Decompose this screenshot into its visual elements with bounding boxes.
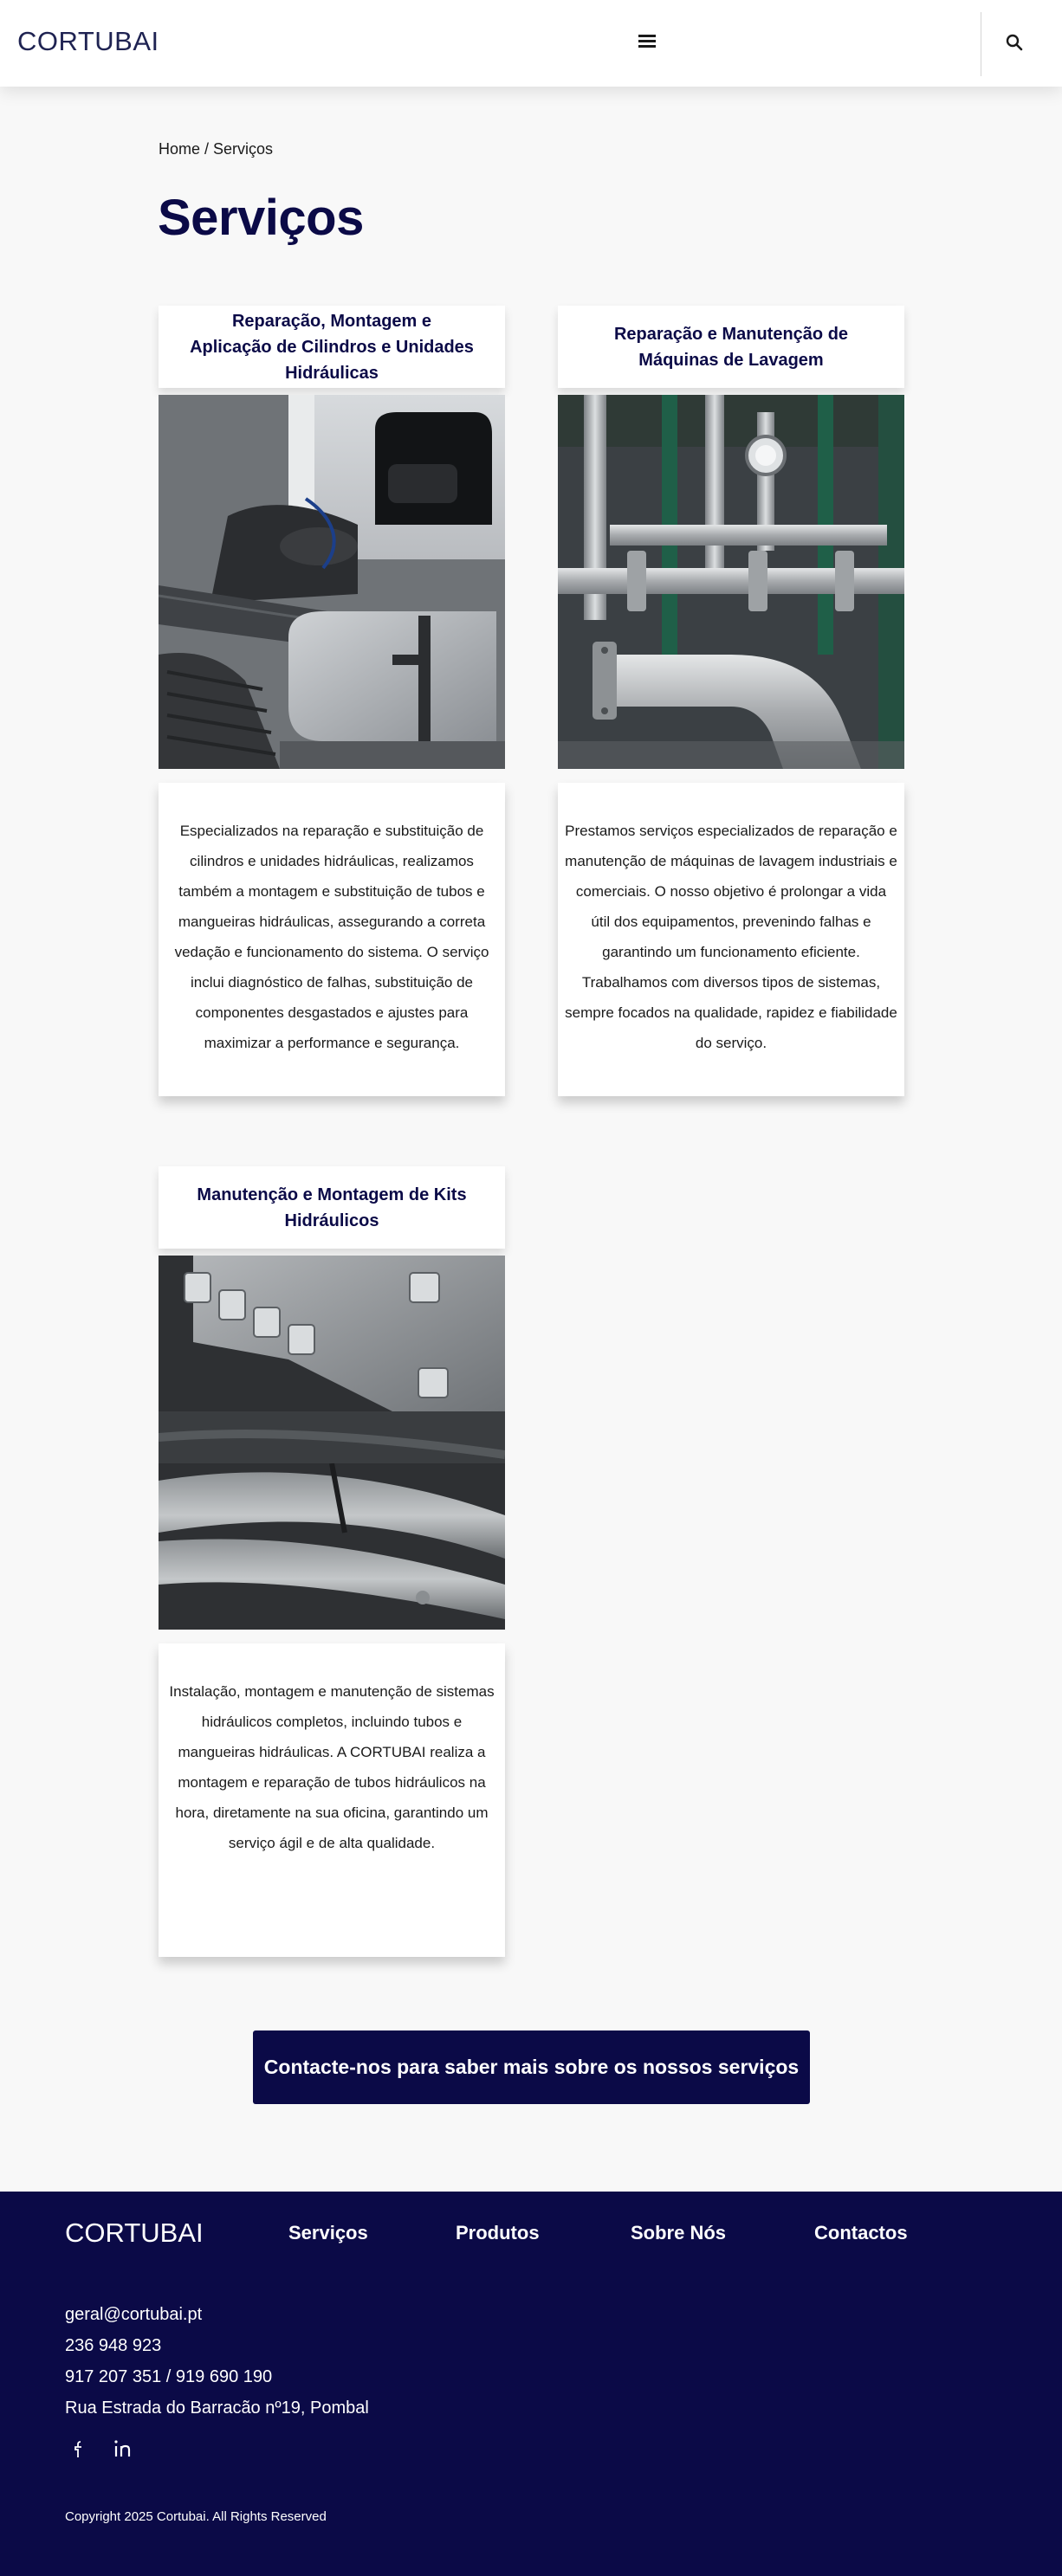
footer-nav-servicos[interactable]: Serviços bbox=[288, 2222, 368, 2244]
contact-cta-button[interactable]: Contacte-nos para saber mais sobre os nossos serviços bbox=[253, 2030, 810, 2104]
card-body bbox=[159, 1643, 505, 1957]
footer-logo[interactable]: CORTUBAI bbox=[65, 2218, 204, 2248]
site-header bbox=[0, 0, 1062, 87]
truck-hydraulic-chassis-photo bbox=[159, 395, 505, 769]
footer-email[interactable]: geral@cortubai.pt bbox=[65, 2305, 203, 2324]
facebook-icon[interactable] bbox=[66, 2436, 92, 2462]
card-title: Reparação e Manutenção de Máquinas de Lavagem bbox=[613, 324, 849, 370]
industrial-pipes-photo bbox=[558, 395, 904, 769]
copyright-text: Copyright 2025 Cortubai. All Rights Reserved bbox=[65, 2509, 327, 2524]
page-title: Serviços bbox=[158, 190, 364, 246]
card-description: Prestamos serviços especializados de reparação e manutenção de máquinas de lavagem industriais e comerciais. O nosso objetivo é prolongar a vida útil dos equipamentos, prevenindo falhas e garantindo um funcionamento eficiente. Trabalhamos com diversos tipos de sistemas, sempre focados na qualidade, rapidez e fiabilidade do serviço. bbox=[565, 823, 897, 1051]
breadcrumb-current: Serviços bbox=[213, 140, 274, 158]
site-footer bbox=[0, 2192, 1062, 2576]
site-logo[interactable]: CORTUBAI bbox=[17, 26, 159, 56]
linkedin-icon[interactable] bbox=[111, 2436, 137, 2462]
card-title: Manutenção e Montagem de Kits Hidráulicos bbox=[197, 1185, 467, 1230]
card-description: Especializados na reparação e substituição de cilindros e unidades hidráulicas, realizamos também a montagem e substituição de tubos e mangueiras hidráulicas, assegurando a correta vedação e funcionamento do sistema. O serviço inclui diagnóstico de falhas, substituição de componentes desgastados e ajustes para maximizar a performance e segurança. bbox=[174, 823, 489, 1051]
footer-nav-sobre-nos[interactable]: Sobre Nós bbox=[631, 2222, 727, 2244]
card-header bbox=[159, 1166, 505, 1249]
breadcrumb bbox=[159, 140, 273, 158]
breadcrumb-separator: / bbox=[200, 140, 214, 158]
search-icon[interactable] bbox=[1005, 33, 1024, 52]
card-header bbox=[159, 306, 505, 388]
footer-contact-info bbox=[65, 2299, 369, 2424]
card-body bbox=[558, 783, 904, 1096]
card-header bbox=[558, 306, 904, 388]
card-title: Reparação, Montagem e Aplicação de Cilindros e Unidades Hidráulicas bbox=[190, 311, 474, 383]
footer-nav-contactos[interactable]: Contactos bbox=[814, 2222, 908, 2244]
breadcrumb-home-link[interactable]: Home bbox=[159, 140, 201, 158]
card-body bbox=[159, 783, 505, 1096]
card-description: Instalação, montagem e manutenção de sistemas hidráulicos completos, incluindo tubos e mangueiras hidráulicas. A CORTUBAI realiza a montagem e reparação de tubos hidráulicos na hora, diretamente na sua oficina, garantindo um serviço ágil e de alta qualidade. bbox=[169, 1683, 495, 1851]
footer-nav-produtos[interactable]: Produtos bbox=[456, 2222, 540, 2244]
footer-mobile[interactable]: 917 207 351 / 919 690 190 bbox=[65, 2367, 273, 2386]
hamburger-menu-icon[interactable] bbox=[638, 35, 656, 50]
hydraulic-kit-photo bbox=[159, 1256, 505, 1630]
footer-phone[interactable]: 236 948 923 bbox=[65, 2336, 162, 2355]
footer-address: Rua Estrada do Barracão nº19, Pombal bbox=[65, 2398, 369, 2418]
